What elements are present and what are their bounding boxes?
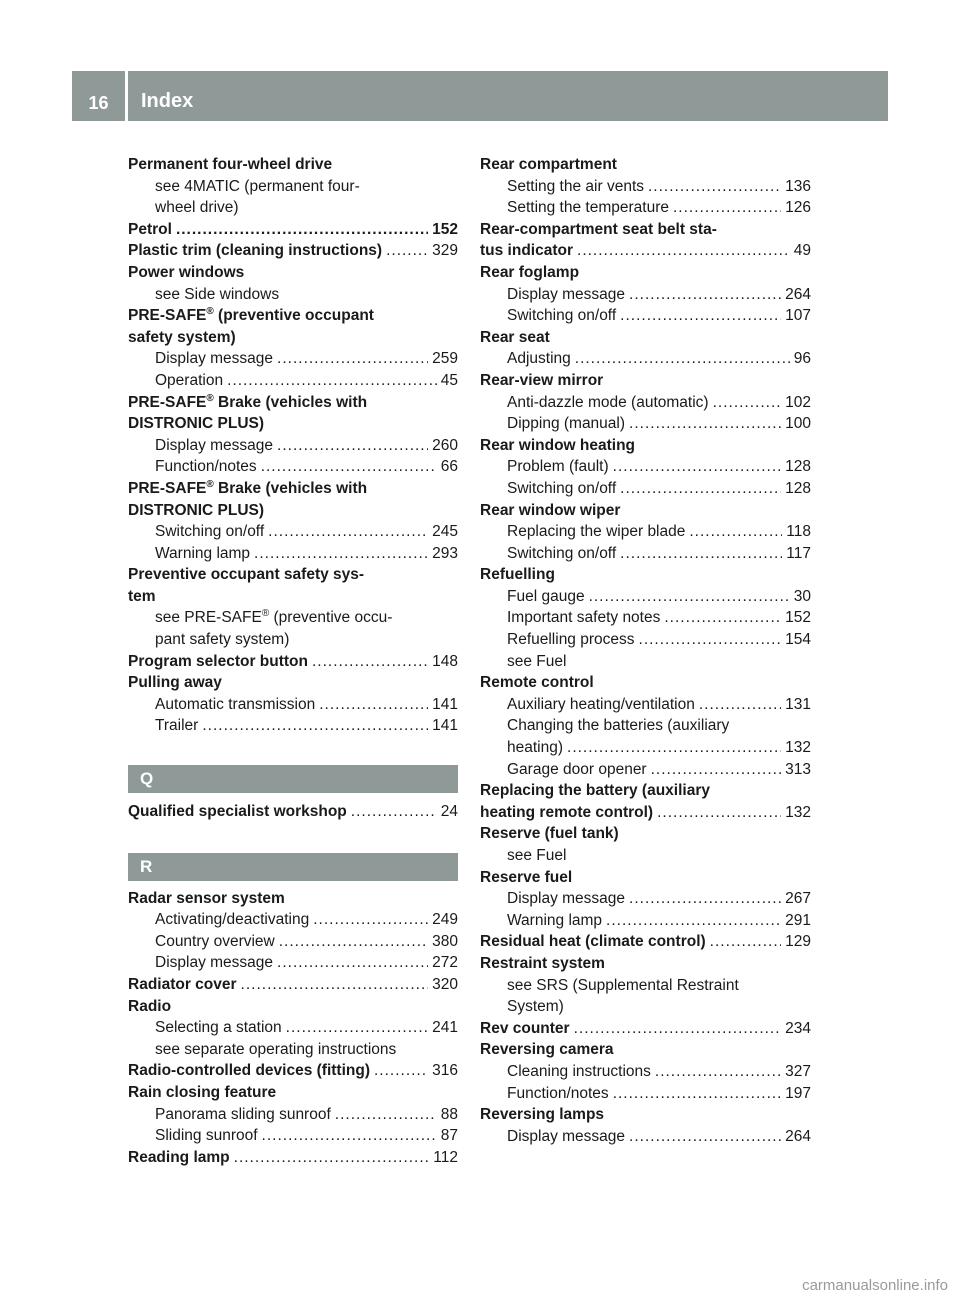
page-ref[interactable]: 272 [432,954,458,972]
index-entry[interactable]: Qualified specialist workshop ..... 24 [128,801,458,823]
index-heading: Refuelling [480,566,555,584]
index-subentry[interactable]: Display message ..... 260 [128,435,458,457]
index-subentry[interactable]: Important safety notes ..... 152 [480,607,811,629]
page-ref[interactable]: 148 [432,652,458,670]
index-subentry[interactable]: Function/notes ..... 66 [128,456,458,478]
index-subentry[interactable]: Cleaning instructions ..... 327 [480,1061,811,1083]
page-ref[interactable]: 316 [432,1062,458,1080]
index-see: see 4MATIC (permanent four- [155,177,360,195]
page-ref[interactable]: 132 [785,739,811,757]
registered-mark: ® [206,478,214,490]
page-ref[interactable]: 291 [785,911,811,929]
page-ref[interactable]: 152 [432,220,458,238]
page-ref[interactable]: 126 [785,199,811,217]
page-ref[interactable]: 154 [785,631,811,649]
page-ref[interactable]: 66 [440,458,458,476]
index-subentry[interactable]: Warning lamp ..... 293 [128,543,458,565]
index-heading: Rear foglamp [480,263,580,281]
header-bar [72,71,888,121]
index-subentry-wrap: Changing the batteries (auxiliary [507,717,730,735]
index-heading: Rain closing feature [128,1083,277,1101]
page-ref[interactable]: 327 [785,1062,811,1080]
index-heading: safety system) [128,328,236,346]
page-ref[interactable]: 87 [440,1127,458,1145]
index-subentry[interactable]: Country overview ..... 380 [128,931,458,953]
page-ref[interactable]: 141 [432,717,458,735]
index-subentry[interactable]: Display message ..... 259 [128,348,458,370]
index-heading: Reserve (fuel tank) [480,825,619,843]
index-subentry[interactable]: Display message ..... 264 [480,284,811,306]
index-heading: PRE-SAFE® Brake (vehicles with [128,392,368,411]
page-ref[interactable]: 259 [432,350,458,368]
index-heading: Radar sensor system [128,889,285,907]
page-number: 16 [88,93,109,113]
index-subentry[interactable]: Switching on/off ..... 107 [480,305,811,327]
index-subentry[interactable]: Display message ..... 267 [480,888,811,910]
index-see: see SRS (Supplemental Restraint [507,976,739,994]
page-ref[interactable]: 30 [793,587,811,605]
index-heading: PRE-SAFE® (preventive occupant [128,306,374,325]
index-entry[interactable]: Program selector button ..... 148 [128,651,458,673]
index-heading: Restraint system [480,954,605,972]
page-ref[interactable]: 131 [785,695,811,713]
index-subentry[interactable]: Display message ..... 264 [480,1126,811,1148]
index-heading: Reserve fuel [480,868,573,886]
index-see: see separate operating instructions [155,1040,397,1058]
page-ref[interactable]: 380 [432,932,458,950]
index-entry[interactable]: Reading lamp ..... 112 [128,1147,458,1169]
page-ref[interactable]: 234 [785,1019,811,1037]
index-heading: Power windows [128,263,245,281]
page-ref[interactable]: 118 [786,523,811,541]
index-heading: Pulling away [128,674,222,692]
index-heading: Rear-view mirror [480,371,604,389]
registered-mark: ® [206,392,214,404]
index-subentry[interactable]: Activating/deactivating ..... 249 [128,909,458,931]
index-heading: Rear-compartment seat belt sta- [480,220,717,238]
index-entry[interactable]: Radio-controlled devices (fitting) ..... 316 [128,1060,458,1082]
page-ref[interactable]: 267 [785,890,811,908]
index-entry[interactable]: heating remote control) ..... 132 [480,802,811,824]
index-subentry[interactable]: Dipping (manual) ..... 100 [480,413,811,435]
index-see: System) [507,998,564,1016]
page-ref[interactable]: 197 [785,1084,811,1102]
index-see: wheel drive) [155,199,239,217]
index-subentry[interactable]: Fuel gauge ..... 30 [480,586,811,608]
page-ref[interactable]: 264 [785,285,811,303]
page-ref[interactable]: 128 [785,458,811,476]
index-heading: Rear seat [480,328,550,346]
page-ref[interactable]: 102 [785,393,811,411]
index-subentry[interactable]: Setting the air vents ..... 136 [480,176,811,198]
page-ref[interactable]: 96 [793,350,811,368]
page-ref[interactable]: 260 [432,436,458,454]
index-heading: DISTRONIC PLUS) [128,415,265,433]
index-subentry[interactable]: Adjusting ..... 96 [480,348,811,370]
index-subentry[interactable]: Sliding sunroof ..... 87 [128,1125,458,1147]
page-ref[interactable]: 132 [785,803,811,821]
index-subentry[interactable]: Refuelling process ..... 154 [480,629,811,651]
index-subentry[interactable]: Panorama sliding sunroof ..... 88 [128,1104,458,1126]
index-subentry[interactable]: Auxiliary heating/ventilation ..... 131 [480,694,811,716]
index-subentry[interactable]: Switching on/off ..... 117 [480,543,811,565]
index-subentry[interactable]: Function/notes ..... 197 [480,1083,811,1105]
page-ref[interactable]: 241 [432,1019,458,1037]
index-subentry[interactable]: Trailer ..... 141 [128,715,458,737]
page-ref[interactable]: 117 [786,544,811,562]
page-ref[interactable]: 141 [432,695,458,713]
index-heading: Reversing camera [480,1041,614,1059]
index-subentry[interactable]: Switching on/off ..... 245 [128,521,458,543]
index-subentry[interactable]: Replacing the wiper blade ..... 118 [480,521,811,543]
index-see: pant safety system) [155,631,290,649]
header-divider [125,71,128,121]
page-ref[interactable]: 313 [785,760,811,778]
index-subentry[interactable]: Anti-dazzle mode (automatic) ..... 102 [480,392,811,414]
index-heading: Permanent four-wheel drive [128,156,333,173]
index-subentry[interactable]: Switching on/off ..... 128 [480,478,811,500]
index-subentry[interactable]: Setting the temperature ..... 126 [480,197,811,219]
page-ref[interactable]: 128 [785,479,811,497]
page-ref[interactable]: 293 [432,544,458,562]
index-see: see PRE-SAFE® (preventive occu- [155,608,393,627]
page-ref[interactable]: 45 [440,371,458,389]
section-header-q: Q [128,765,458,793]
index-heading: tem [128,587,156,605]
page-ref[interactable]: 320 [432,976,458,993]
index-subentry[interactable]: Selecting a station ..... 241 [128,1017,458,1039]
index-heading: Replacing the battery (auxiliary [480,782,710,800]
registered-mark: ® [261,608,270,620]
page-ref[interactable]: 129 [785,933,811,951]
index-heading: Reversing lamps [480,1106,605,1124]
page-ref[interactable]: 107 [785,307,811,325]
page-ref[interactable]: 112 [433,1148,458,1166]
page-title: Index [141,90,194,112]
page-ref[interactable]: 136 [785,177,811,195]
page-ref[interactable]: 49 [793,242,811,260]
index-column-right [480,154,811,1147]
page-ref[interactable]: 24 [440,803,458,821]
index-heading: PRE-SAFE® Brake (vehicles with [128,478,368,497]
index-column-left [128,154,458,1168]
index-heading: Rear window wiper [480,501,621,519]
page-ref[interactable]: 152 [785,609,811,627]
index-entry[interactable]: tus indicator ..... 49 [480,240,811,262]
page-ref[interactable]: 249 [432,911,458,929]
index-entry[interactable]: Plastic trim (cleaning instructions) ..... 329 [128,240,458,262]
index-entry[interactable]: Residual heat (climate control) ..... 129 [480,931,811,953]
page-ref[interactable]: 88 [440,1105,458,1123]
index-heading: Rear window heating [480,436,636,454]
index-entry[interactable]: Rev counter ..... 234 [480,1018,811,1040]
index-subentry[interactable]: Problem (fault) ..... 128 [480,456,811,478]
index-subentry[interactable]: Display message ..... 272 [128,952,458,974]
index-entry[interactable]: Petrol ..... 152 [128,219,458,241]
index-heading: Radio [128,997,172,1015]
index-heading: DISTRONIC PLUS) [128,501,265,519]
index-see: see Side windows [155,285,280,303]
watermark: carmanualsonline.info [802,1277,948,1294]
index-subentry[interactable]: Automatic transmission ..... 141 [128,694,458,716]
index-heading: Preventive occupant safety sys- [128,566,365,584]
section-header-r: R [128,853,458,881]
index-heading: Remote control [480,674,594,692]
index-subentry[interactable]: heating) ..... 132 [480,737,811,759]
page-ref[interactable]: 264 [785,1127,811,1145]
index-subentry[interactable]: Warning lamp ..... 291 [480,910,811,932]
index-subentry[interactable]: Garage door opener ..... 313 [480,759,811,781]
index-heading: Rear compartment [480,156,617,173]
index-subentry[interactable]: Operation ..... 45 [128,370,458,392]
index-see: see Fuel [507,652,567,670]
page-ref[interactable]: 245 [432,523,458,541]
page-ref[interactable]: 329 [432,242,458,260]
registered-mark: ® [206,306,214,317]
page-ref[interactable]: 100 [785,415,811,433]
index-see: see Fuel [507,847,567,864]
index-entry[interactable]: Radiator cover ..... 320 [128,974,458,996]
